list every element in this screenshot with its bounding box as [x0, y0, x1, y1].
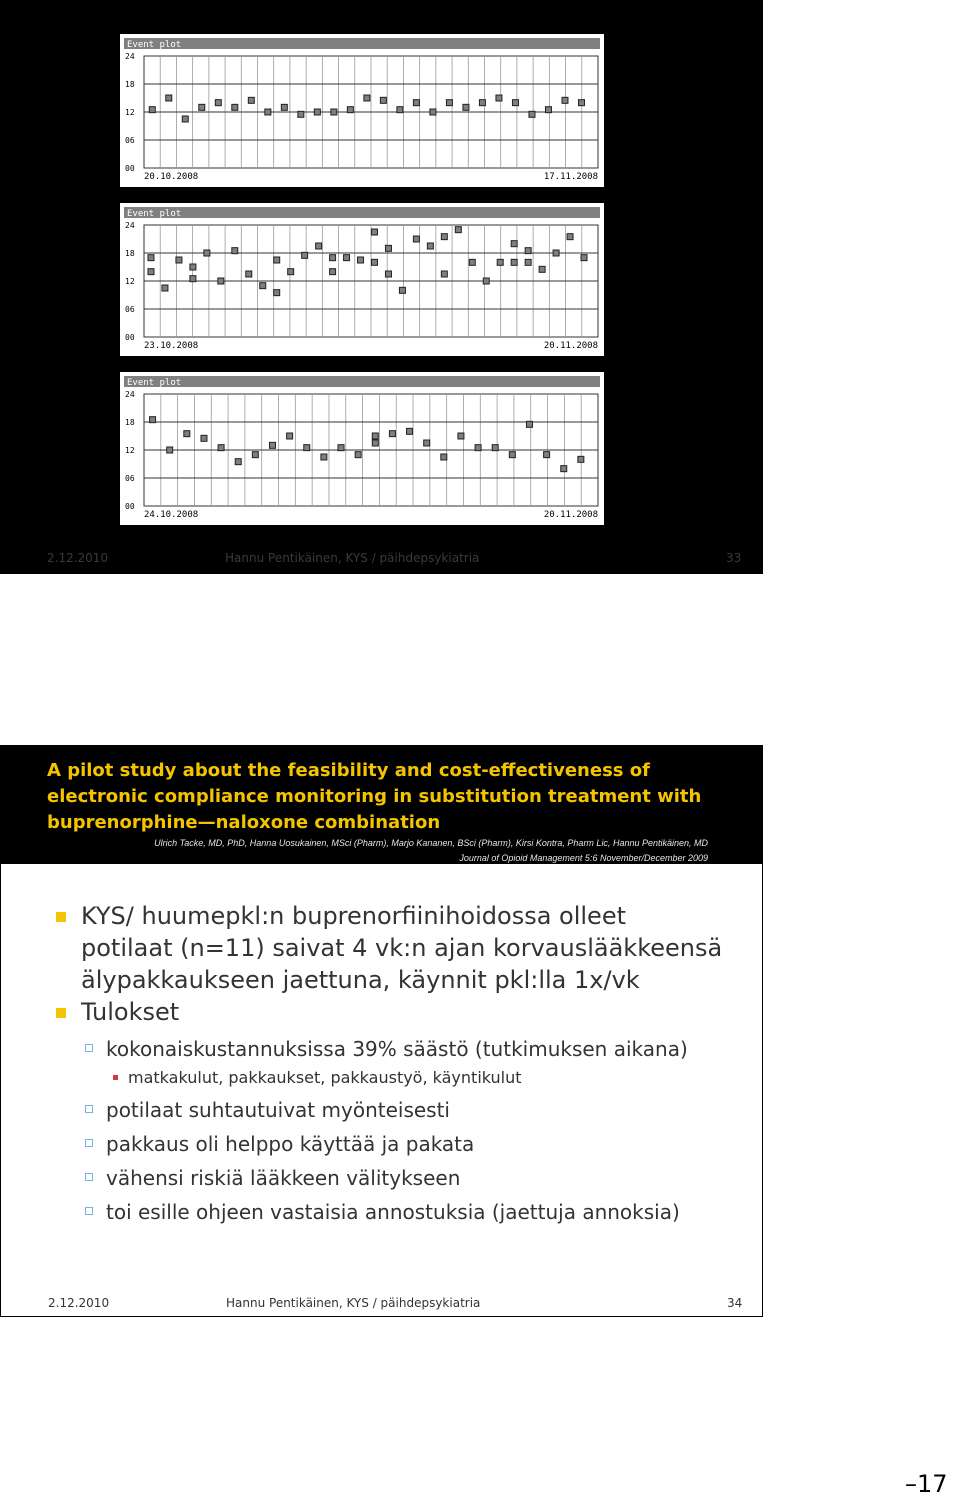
y-tick-label: 24 — [125, 390, 135, 399]
x-start-label: 24.10.2008 — [144, 510, 199, 520]
sub-bullet-text: pakkaus oli helppo käyttää ja pakata — [106, 1132, 475, 1156]
event-marker — [389, 431, 395, 437]
event-marker — [525, 259, 531, 265]
event-marker — [248, 97, 254, 103]
event-marker — [553, 250, 559, 256]
slide-34 — [0, 745, 763, 1317]
chart-title: Event plot — [127, 209, 182, 219]
event-marker — [385, 271, 391, 277]
x-end-label: 20.11.2008 — [543, 510, 598, 520]
event-marker — [287, 433, 293, 439]
event-marker — [463, 104, 469, 110]
event-marker — [397, 107, 403, 113]
event-marker — [479, 100, 485, 106]
chart-title: Event plot — [127, 378, 182, 388]
square-bullet-icon — [85, 1173, 93, 1181]
sub-bullet-text: vähensi riskiä lääkkeen välitykseen — [106, 1166, 461, 1190]
event-marker — [162, 285, 168, 291]
sub-sub-bullet-text: matkakulut, pakkaukset, pakkaustyö, käyntikulut — [128, 1068, 522, 1087]
footer-date: 2.12.2010 — [47, 551, 109, 565]
event-marker — [201, 435, 207, 441]
y-tick-label: 18 — [125, 418, 135, 427]
event-marker — [204, 250, 210, 256]
event-marker — [215, 100, 221, 106]
event-marker — [430, 109, 436, 115]
sub-bullet-text: kokonaiskustannuksissa 39% säästö (tutkimuksen aikana) — [106, 1037, 688, 1061]
event-marker — [581, 255, 587, 261]
sub-bullet-text: potilaat suhtautuivat myönteisesti — [106, 1098, 450, 1122]
y-tick-label: 24 — [125, 221, 135, 230]
bullet-text-line: potilaat (n=11) saivat 4 vk:n ajan korvauslääkkeensä — [81, 934, 723, 962]
event-plot-1-svg — [120, 34, 604, 187]
event-marker — [413, 100, 419, 106]
authors-line: Ulrich Tacke, MD, PhD, Hanna Uosukainen, MSci (Pharm), Marjo Kananen, BSci (Pharm), Kirsi Kontra, Pharm Lic, Hannu Pentikäinen, MD — [154, 838, 708, 848]
event-plot-2-svg — [120, 203, 604, 356]
event-marker — [372, 433, 378, 439]
bullet-text-line: KYS/ huumepkl:n buprenorfiinihoidossa olleet — [81, 902, 626, 930]
event-marker — [475, 445, 481, 451]
event-marker — [512, 100, 518, 106]
chart-title: Event plot — [127, 40, 182, 50]
event-marker — [441, 271, 447, 277]
square-bullet-icon — [85, 1044, 93, 1052]
event-marker — [302, 252, 308, 258]
event-marker — [496, 95, 502, 101]
event-marker — [274, 257, 280, 263]
sub-bullet-text: toi esille ohjeen vastaisia annostuksia (jaettuja annoksia) — [106, 1200, 680, 1224]
square-bullet-icon — [85, 1105, 93, 1113]
square-bullet-icon — [56, 1008, 66, 1018]
event-marker — [413, 236, 419, 242]
bullet-text-line: älypakkaukseen jaettuna, käynnit pkl:lla 1x/vk — [81, 966, 640, 994]
event-marker — [232, 248, 238, 254]
event-marker — [235, 459, 241, 465]
event-marker — [190, 264, 196, 270]
slide-title: A pilot study about the feasibility and cost-effectiveness of electronic compliance monitoring in substitution treatment with buprenorphine—naloxone combination — [47, 760, 702, 833]
event-plot-3-svg — [120, 372, 604, 525]
event-marker — [364, 95, 370, 101]
event-marker — [492, 445, 498, 451]
event-marker — [149, 107, 155, 113]
event-marker — [529, 111, 535, 117]
event-marker — [321, 454, 327, 460]
event-marker — [260, 283, 266, 289]
event-marker — [176, 257, 182, 263]
event-marker — [314, 109, 320, 115]
event-marker — [281, 104, 287, 110]
y-tick-label: 12 — [125, 277, 135, 286]
event-marker — [539, 266, 545, 272]
event-marker — [483, 278, 489, 284]
event-marker — [148, 269, 154, 275]
event-marker — [182, 116, 188, 122]
event-marker — [424, 440, 430, 446]
y-tick-label: 06 — [125, 474, 135, 483]
slide-33 — [0, 0, 763, 574]
event-marker — [331, 109, 337, 115]
chart-title-bar — [124, 376, 600, 387]
event-marker — [578, 100, 584, 106]
footer-author: Hannu Pentikäinen, KYS / päihdepsykiatria — [225, 551, 480, 565]
event-marker — [150, 417, 156, 423]
y-tick-label: 00 — [125, 502, 135, 511]
event-marker — [338, 445, 344, 451]
event-marker — [232, 104, 238, 110]
event-marker — [288, 269, 294, 275]
journal-citation: Journal of Opioid Management 5:6 November/December 2009 — [459, 853, 708, 863]
small-bullet-icon — [113, 1075, 118, 1080]
chart-title-bar — [124, 38, 600, 49]
footer-date: 2.12.2010 — [48, 1296, 110, 1310]
event-marker — [578, 456, 584, 462]
event-marker — [265, 109, 271, 115]
event-marker — [252, 452, 258, 458]
event-marker — [458, 433, 464, 439]
x-end-label: 20.11.2008 — [543, 341, 598, 351]
event-marker — [358, 257, 364, 263]
event-marker — [330, 255, 336, 261]
y-tick-label: 00 — [125, 333, 135, 342]
event-marker — [561, 466, 567, 472]
square-bullet-icon — [85, 1139, 93, 1147]
y-tick-label: 18 — [125, 80, 135, 89]
event-marker — [347, 107, 353, 113]
event-marker — [446, 100, 452, 106]
slide-header — [1, 746, 762, 864]
square-bullet-icon — [85, 1207, 93, 1215]
y-tick-label: 06 — [125, 136, 135, 145]
event-marker — [371, 229, 377, 235]
event-plot-3 — [120, 372, 604, 525]
event-marker — [166, 95, 172, 101]
y-tick-label: 24 — [125, 52, 135, 61]
y-tick-label: 12 — [125, 446, 135, 455]
event-marker — [298, 111, 304, 117]
event-marker — [330, 269, 336, 275]
event-marker — [218, 278, 224, 284]
event-marker — [526, 421, 532, 427]
event-marker — [355, 452, 361, 458]
event-marker — [190, 276, 196, 282]
event-marker — [269, 442, 275, 448]
event-marker — [148, 255, 154, 261]
event-marker — [167, 447, 173, 453]
event-marker — [399, 287, 405, 293]
event-marker — [344, 255, 350, 261]
x-start-label: 23.10.2008 — [144, 341, 199, 351]
event-marker — [441, 234, 447, 240]
event-marker — [509, 452, 515, 458]
results-heading: Tulokset — [81, 998, 180, 1026]
event-marker — [218, 445, 224, 451]
event-marker — [385, 245, 391, 251]
x-start-label: 20.10.2008 — [144, 172, 199, 182]
event-marker — [441, 454, 447, 460]
event-marker — [455, 227, 461, 233]
event-marker — [511, 259, 517, 265]
event-marker — [407, 428, 413, 434]
event-plot-2 — [120, 203, 604, 356]
y-tick-label: 18 — [125, 249, 135, 258]
chart-title-bar — [124, 207, 600, 218]
event-marker — [511, 241, 517, 247]
y-tick-label: 00 — [125, 164, 135, 173]
event-marker — [469, 259, 475, 265]
page-number — [905, 1470, 948, 1498]
event-marker — [372, 440, 378, 446]
event-plot-1 — [120, 34, 604, 187]
event-marker — [246, 271, 252, 277]
footer-author: Hannu Pentikäinen, KYS / päihdepsykiatria — [226, 1296, 481, 1310]
footer-slide-number: 34 — [727, 1296, 743, 1310]
footer-slide-number: 33 — [726, 551, 742, 565]
event-marker — [497, 259, 503, 265]
event-marker — [184, 431, 190, 437]
event-marker — [274, 290, 280, 296]
event-marker — [567, 234, 573, 240]
event-marker — [562, 97, 568, 103]
event-marker — [304, 445, 310, 451]
event-marker — [371, 259, 377, 265]
event-marker — [199, 104, 205, 110]
event-marker — [545, 107, 551, 113]
y-tick-label: 06 — [125, 305, 135, 314]
dash-mark: – — [905, 1470, 917, 1498]
event-marker — [427, 243, 433, 249]
square-bullet-icon — [56, 912, 66, 922]
event-marker — [525, 248, 531, 254]
x-end-label: 17.11.2008 — [543, 172, 598, 182]
event-marker — [316, 243, 322, 249]
y-tick-label: 12 — [125, 108, 135, 117]
event-marker — [380, 97, 386, 103]
event-marker — [544, 452, 550, 458]
page-number-value: 17 — [917, 1470, 948, 1498]
